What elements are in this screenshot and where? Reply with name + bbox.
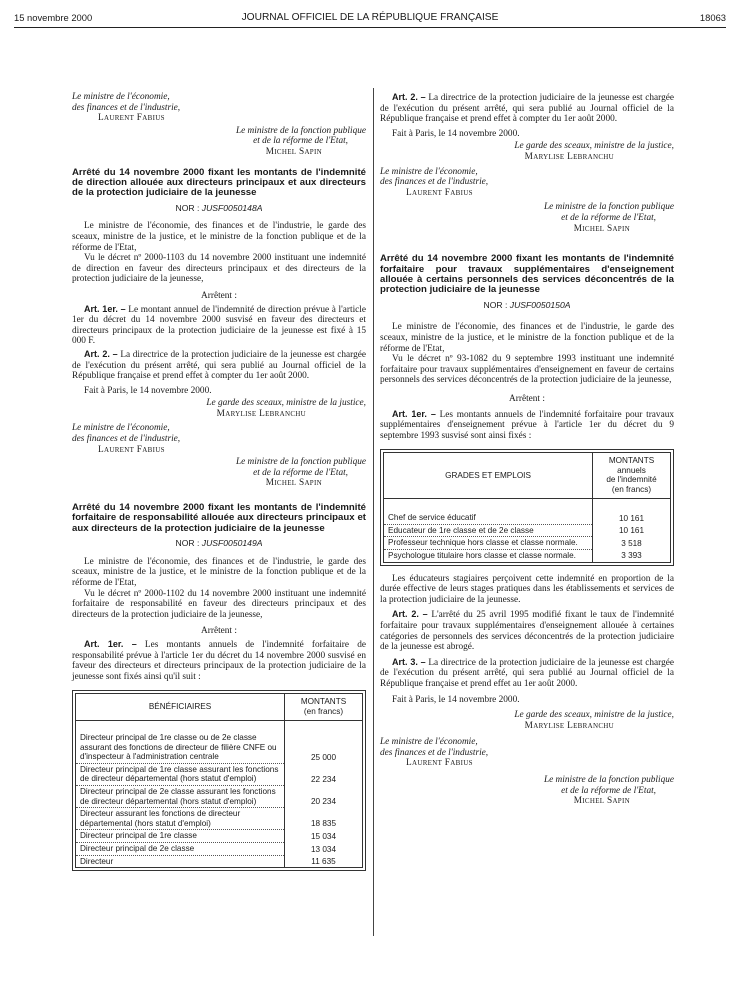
table-row: Educateur de 1re classe et de 2e classe 10 161 <box>384 524 671 537</box>
arrete-title: Arrêté du 14 novembre 2000 fixant les montants de l'indemnité de direction allouée aux directeurs principaux et aux directeurs de la protection judiciaire de la jeunesse <box>72 166 366 199</box>
signature-garde-des-sceaux: Le garde des sceaux, ministre de la justice, Marylise Lebranchu <box>514 141 674 162</box>
table-row: Directeur principal de 1re classe ou de 2e classe assurant des fonctions de directeur de filière CNFE ou d'inspecteur à l'administration centrale 25 000 <box>76 732 363 763</box>
visa-paragraph: Le ministre de l'économie, des finances et de l'industrie, le garde des sceaux, ministre de la justice, et le ministre de la fonction publique et de la réforme de l'Etat, <box>72 221 366 253</box>
table-row: Directeur principal de 2e classe 13 034 <box>76 843 363 856</box>
table-row: Professeur technique hors classe et classe normale. 3 518 <box>384 537 671 550</box>
fait-a-paris: Fait à Paris, le 14 novembre 2000. <box>84 385 212 396</box>
signature-economie: Le ministre de l'économie, des finances et de l'industrie, Laurent Fabius <box>72 423 181 455</box>
visa-paragraph: Vu le décret nº 2000-1103 du 14 novembre 2000 instituant une indemnité de direction en faveur des directeurs principaux et des directeurs de la protection judiciaire de la jeunesse, <box>72 253 366 285</box>
arretent-label: Arrêtent : <box>509 393 545 404</box>
grades-table <box>383 452 671 562</box>
nor-reference: NOR : JUSF0050150A <box>483 299 571 310</box>
nor-reference: NOR : JUSF0050149A <box>175 538 263 549</box>
column-divider <box>373 88 374 936</box>
signature-economie: Le ministre de l'économie, des finances et de l'industrie, Laurent Fabius <box>380 737 489 769</box>
arretent-label: Arrêtent : <box>201 290 237 301</box>
page-header <box>14 12 726 28</box>
right-column <box>380 92 674 807</box>
header-date: 15 novembre 2000 <box>14 12 93 23</box>
arretent-label: Arrêtent : <box>201 626 237 637</box>
table-row: Directeur principal de 1re classe 15 034 <box>76 830 363 843</box>
visa-paragraph: Vu le décret nº 93-1082 du 9 septembre 1993 instituant une indemnité forfaitaire pour travaux supplémentaires d'enseignement en faveur de certains personnels des services déconcentrés de la protection judiciaire de la jeunesse, <box>380 354 674 386</box>
beneficiaires-table-frame <box>72 690 366 871</box>
left-column <box>72 92 366 871</box>
table-header-row <box>76 694 363 720</box>
visa-paragraph: Vu le décret nº 2000-1102 du 14 novembre 2000 instituant une indemnité forfaitaire de responsabilité en faveur des directeurs principaux et des directeurs de la protection judiciaire de la jeunesse, <box>72 588 366 620</box>
signature-fonction-publique: Le ministre de la fonction publique et de la réforme de l'Etat, Michel Sapin <box>235 457 366 489</box>
arrete-title: Arrêté du 14 novembre 2000 fixant les montants de l'indemnité forfaitaire pour travaux supplémentaires d'enseignement allouée à certains personnels des services déconcentrés de la protection judiciaire de la jeunesse <box>380 253 674 296</box>
article-paragraph: Art. 1er. – Les montants annuels de l'indemnité forfaitaire pour travaux supplémentaires d'enseignement prévue à l'article 1er du décret du 9 septembre 1993 susvisé sont ainsi fixés : <box>380 408 674 441</box>
fait-a-paris: Fait à Paris, le 14 novembre 2000. <box>392 128 520 139</box>
signature-fonction-publique: Le ministre de la fonction publique et de la réforme de l'Etat, Michel Sapin <box>235 125 366 157</box>
article-paragraph: Art. 2. – La directrice de la protection judiciaire de la jeunesse est chargée de l'exécution du présent arrêté, qui sera publié au Journal officiel de la République française et prend effet à compter du 1er août 2000. <box>72 348 366 382</box>
table-row: Chef de service éducatif 10 161 <box>384 512 671 524</box>
table-row: Psychologue titulaire hors classe et classe normale. 3 393 <box>384 549 671 562</box>
table-row: Directeur principal de 2e classe assurant les fonctions de directeur départemental (hors statut d'emploi) 20 234 <box>76 786 363 808</box>
signature-fonction-publique: Le ministre de la fonction publique et de la réforme de l'Etat, Michel Sapin <box>543 775 674 807</box>
table-header-row <box>384 453 671 498</box>
fait-a-paris: Fait à Paris, le 14 novembre 2000. <box>392 695 520 706</box>
signature-fonction-publique: Le ministre de la fonction publique et de la réforme de l'Etat, Michel Sapin <box>543 202 674 234</box>
table-row: Directeur principal de 1re classe assurant les fonctions de directeur départemental (hors statut d'emploi) 22 234 <box>76 763 363 785</box>
article-paragraph: Art. 2. – L'arrêté du 25 avril 1995 modifié fixant le taux de l'indemnité forfaitaire pour travaux supplémentaires d'enseignement allouée à certaines catégories de personnels des services déconcentrés de la protection judiciaire de la jeunesse est abrogé. <box>380 609 675 653</box>
beneficiaires-table <box>75 693 363 868</box>
table-row: Directeur 11 635 <box>76 855 363 868</box>
visa-paragraph: Le ministre de l'économie, des finances et de l'industrie, le garde des sceaux, ministre de la justice, et le ministre de la fonction publique et de la réforme de l'Etat, <box>380 322 674 354</box>
signature-garde-des-sceaux: Le garde des sceaux, ministre de la justice, Marylise Lebranchu <box>206 398 366 419</box>
table-header-cell: BÉNÉFICIAIRES <box>76 694 285 720</box>
journal-title: JOURNAL OFFICIEL DE LA RÉPUBLIQUE FRANÇAISE <box>241 12 499 23</box>
page-number: 18063 <box>699 12 726 23</box>
nor-reference: NOR : JUSF0050148A <box>175 202 263 213</box>
arrete-title: Arrêté du 14 novembre 2000 fixant les montants de l'indemnité forfaitaire de responsabilité allouée aux directeurs principaux et aux directeurs de la protection judiciaire de la jeunesse <box>72 502 366 534</box>
signature-economie: Le ministre de l'économie, des finances et de l'industrie, Laurent Fabius <box>380 166 489 198</box>
article-paragraph: Art. 2. – La directrice de la protection judiciaire de la jeunesse est chargée de l'exécution du présent arrêté, qui sera publié au Journal officiel de la République française et prend effet à compter du 1er août 2000. <box>380 92 674 125</box>
table-header-cell: GRADES ET EMPLOIS <box>384 453 593 498</box>
grades-table-frame <box>380 449 674 565</box>
article-paragraph: Art. 1er. – Les montants annuels de l'indemnité forfaitaire de responsabilité prévue à l'article 1er du décret du 14 novembre 2000 susvisé en faveur des directeurs et directeurs principaux de la protection judiciaire de la jeunesse sont fixés ainsi qu'il suit : <box>72 639 366 682</box>
article-paragraph: Art. 3. – La directrice de la protection judiciaire de la jeunesse est chargée de l'exécution du présent arrêté, qui sera publié au Journal officiel de la République française et prend effet au 1er août 2000. <box>380 656 674 689</box>
table-row: Directeur assurant les fonctions de directeur départemental (hors statut d'emploi) 18 835 <box>76 808 363 830</box>
body-paragraph: Les éducateurs stagiaires perçoivent cette indemnité en proportion de la durée effective de leurs stages pratiques dans les établissements et services de la protection judiciaire de la jeunesse. <box>380 573 674 605</box>
article-paragraph: Art. 1er. – Le montant annuel de l'indemnité de direction prévue à l'article 1er du décret du 14 novembre 2000 susvisé en faveur des directeurs et directeurs principaux de la protection judiciaire de la jeunesse est fixé à 15 000 F. <box>72 303 367 347</box>
table-header-cell: MONTANTS annuels de l'indemnité (en francs) <box>593 453 671 498</box>
visa-paragraph: Le ministre de l'économie, des finances et de l'industrie, le garde des sceaux, ministre de la justice, et le ministre de la fonction publique et de la réforme de l'Etat, <box>72 556 366 589</box>
signature-economie: Le ministre de l'économie, des finances et de l'industrie, Laurent Fabius <box>72 92 181 124</box>
signature-garde-des-sceaux: Le garde des sceaux, ministre de la justice, Marylise Lebranchu <box>514 710 674 731</box>
table-header-cell: MONTANTS (en francs) <box>285 694 363 720</box>
